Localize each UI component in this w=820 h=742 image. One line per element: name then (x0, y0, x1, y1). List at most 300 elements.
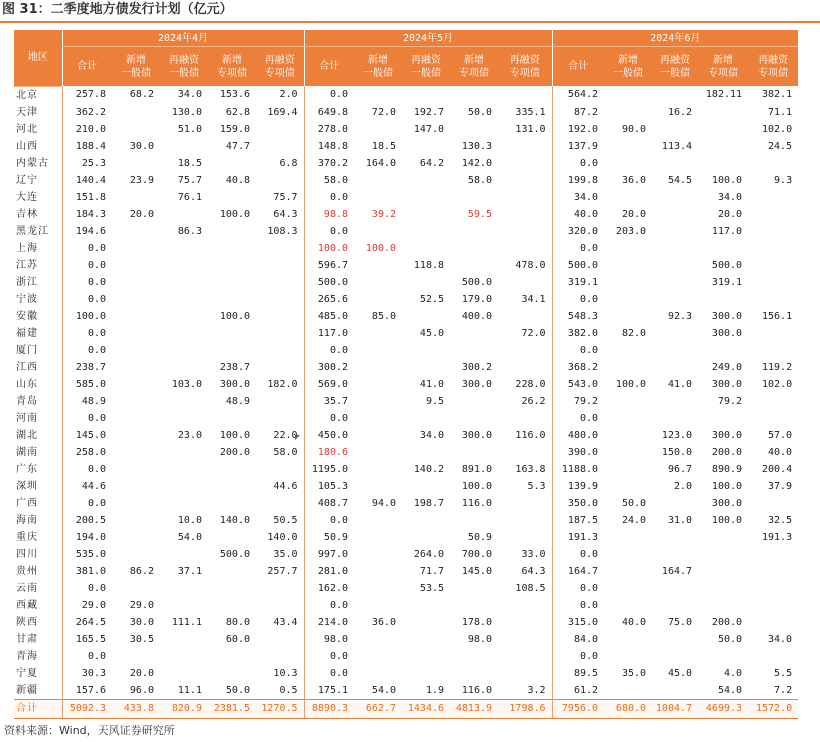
value-cell: 37.9 (768, 480, 793, 492)
value-cell: 4699.3 (698, 699, 748, 718)
value-cell (112, 529, 160, 546)
region-name: 湖北 (16, 429, 38, 441)
value-cell (256, 121, 304, 138)
value-cell: 1195.0 (304, 461, 354, 478)
value-cell: 200.4 (761, 463, 793, 475)
value-cell (450, 257, 498, 274)
value-cell: 34.0 (717, 191, 743, 203)
value-cell: 116.0 (515, 429, 546, 441)
value-cell (604, 257, 652, 274)
column-header: 新增 一般债 (604, 47, 652, 87)
value-cell: 44.6 (62, 478, 112, 495)
value-cell (354, 410, 402, 427)
value-cell (112, 461, 160, 478)
value-cell: 22.0 (273, 429, 298, 441)
value-cell: 0.0 (62, 580, 112, 597)
value-cell: 0.0 (304, 648, 354, 665)
value-cell: 47.7 (225, 140, 250, 152)
value-cell (354, 444, 402, 461)
table-row (14, 86, 798, 104)
value-cell (450, 223, 498, 240)
value-cell: 75.7 (273, 191, 298, 203)
value-cell (604, 308, 652, 325)
value-cell (652, 86, 698, 104)
column-header: 再融资 一般债 (652, 47, 698, 87)
value-cell (698, 121, 748, 138)
value-cell (450, 410, 498, 427)
value-cell: 33.0 (521, 548, 546, 560)
value-cell (112, 155, 160, 172)
value-cell: 478.0 (515, 259, 546, 271)
value-cell: 192.0 (552, 121, 604, 138)
value-cell (256, 274, 304, 291)
value-cell (208, 495, 256, 512)
value-cell (112, 410, 160, 427)
value-cell (256, 410, 304, 427)
value-cell: 200.0 (219, 446, 250, 458)
value-cell (652, 342, 698, 359)
value-cell: 76.1 (177, 191, 202, 203)
value-cell: 264.5 (62, 614, 112, 631)
value-cell: 585.0 (62, 376, 112, 393)
value-cell: 700.0 (461, 548, 493, 560)
value-cell: 200.0 (711, 616, 743, 628)
table-row (14, 631, 798, 648)
value-cell: 164.0 (365, 157, 397, 169)
table-row (14, 223, 798, 240)
region-name: 山西 (16, 140, 38, 152)
value-cell: 100.0 (711, 480, 743, 492)
value-cell (112, 427, 160, 444)
value-cell (698, 546, 748, 563)
column-header: 再融资 一般债 (160, 47, 208, 87)
value-cell (450, 342, 498, 359)
value-cell (354, 359, 402, 376)
value-cell: 0.0 (552, 580, 604, 597)
value-cell: 1270.5 (256, 699, 304, 718)
value-cell: 1.9 (425, 684, 445, 696)
value-cell (402, 648, 450, 665)
value-cell: 24.5 (768, 140, 793, 152)
value-cell (402, 138, 450, 155)
value-cell: 85.0 (371, 310, 397, 322)
value-cell (748, 597, 798, 614)
value-cell (748, 614, 798, 631)
value-cell (402, 274, 450, 291)
value-cell: 35.0 (621, 667, 647, 679)
value-cell (256, 291, 304, 308)
value-cell: 362.2 (62, 104, 112, 121)
value-cell: 0.0 (62, 648, 112, 665)
value-cell: 500.0 (461, 276, 493, 288)
value-cell: 238.7 (219, 361, 250, 373)
value-cell: 51.0 (177, 123, 202, 135)
value-cell (402, 444, 450, 461)
value-cell: 200.0 (711, 446, 743, 458)
value-cell: 123.0 (661, 429, 693, 441)
value-cell: 184.3 (62, 206, 112, 223)
value-cell (354, 546, 402, 563)
value-cell (354, 631, 402, 648)
value-cell: 82.0 (621, 327, 647, 339)
value-cell (748, 240, 798, 257)
value-cell (402, 512, 450, 529)
value-cell: 0.0 (304, 512, 354, 529)
value-cell: 20.0 (717, 208, 743, 220)
value-cell: 86.2 (129, 565, 154, 577)
value-cell: 100.0 (219, 310, 250, 322)
value-cell (498, 614, 552, 631)
region-name: 浙江 (16, 276, 38, 288)
column-header: 再融资 专项债 (498, 47, 552, 87)
value-cell: 2.0 (279, 89, 298, 101)
value-cell: 50.0 (467, 106, 493, 118)
value-cell: 59.5 (467, 208, 493, 220)
value-cell: 335.1 (515, 106, 546, 118)
value-cell: 26.2 (521, 395, 546, 407)
value-cell: 5.5 (774, 667, 793, 679)
value-cell (354, 427, 402, 444)
value-cell (402, 614, 450, 631)
column-header: 新增 专项债 (450, 47, 498, 87)
month-header-may: 2024年5月 (304, 30, 552, 47)
region-name: 重庆 (16, 531, 38, 543)
region-name: 宁波 (16, 293, 38, 305)
value-cell: 0.0 (62, 257, 112, 274)
value-cell: 86.3 (177, 225, 202, 237)
table-row (14, 257, 798, 274)
value-cell: 71.1 (768, 106, 793, 118)
region-name: 湖南 (16, 446, 38, 458)
value-cell (604, 291, 652, 308)
value-cell (256, 172, 304, 189)
value-cell: 179.0 (461, 293, 493, 305)
value-cell (354, 189, 402, 206)
value-cell: 1188.0 (552, 461, 604, 478)
value-cell (160, 342, 208, 359)
value-cell (604, 240, 652, 257)
value-cell: 191.3 (552, 529, 604, 546)
value-cell (604, 189, 652, 206)
value-cell: 90.0 (621, 123, 647, 135)
value-cell (748, 563, 798, 580)
figure-title: 图 31：二季度地方债发行计划（亿元） (2, 2, 233, 17)
title-underline (0, 21, 820, 23)
value-cell: 0.0 (304, 410, 354, 427)
value-cell (748, 274, 798, 291)
value-cell (498, 172, 552, 189)
value-cell: 150.0 (661, 446, 693, 458)
value-cell: 84.0 (552, 631, 604, 648)
value-cell (354, 393, 402, 410)
value-cell: 100.0 (615, 378, 647, 390)
value-cell (450, 189, 498, 206)
value-cell (698, 240, 748, 257)
value-cell (208, 325, 256, 342)
region-name: 深圳 (16, 480, 38, 492)
value-cell (450, 240, 498, 257)
value-cell: 89.5 (552, 665, 604, 682)
value-cell (498, 495, 552, 512)
value-cell (208, 155, 256, 172)
value-cell (652, 121, 698, 138)
value-cell (354, 648, 402, 665)
value-cell (748, 155, 798, 172)
value-cell: 41.0 (667, 378, 693, 390)
value-cell (208, 274, 256, 291)
value-cell (652, 597, 698, 614)
table-row (14, 121, 798, 138)
value-cell (604, 563, 652, 580)
value-cell: 36.0 (371, 616, 397, 628)
value-cell: 0.0 (62, 291, 112, 308)
value-cell (652, 631, 698, 648)
value-cell: 34.1 (521, 293, 546, 305)
value-cell: 32.5 (768, 514, 793, 526)
value-cell: 57.0 (768, 429, 793, 441)
table-row (14, 325, 798, 342)
value-cell: 4.0 (723, 667, 743, 679)
month-header-june: 2024年6月 (552, 30, 798, 47)
value-cell (498, 648, 552, 665)
value-cell (208, 478, 256, 495)
table-row (14, 155, 798, 172)
table-row (14, 580, 798, 597)
value-cell: 382.1 (761, 89, 793, 101)
table-row (14, 563, 798, 580)
region-name: 贵州 (16, 565, 38, 577)
value-cell: 58.0 (467, 174, 493, 186)
value-cell: 58.0 (273, 446, 298, 458)
value-cell (450, 121, 498, 138)
value-cell (698, 580, 748, 597)
value-cell: 39.2 (371, 208, 397, 220)
region-name: 黑龙江 (16, 225, 49, 237)
value-cell (112, 291, 160, 308)
value-cell (160, 359, 208, 376)
value-cell: 9.3 (774, 174, 793, 186)
value-cell: 40.0 (621, 616, 647, 628)
value-cell: 7.2 (774, 684, 793, 696)
table-row (14, 427, 798, 444)
value-cell (402, 631, 450, 648)
value-cell (160, 308, 208, 325)
value-cell (160, 546, 208, 563)
value-cell: 50.0 (225, 684, 250, 696)
value-cell: 320.0 (552, 223, 604, 240)
value-cell (160, 597, 208, 614)
value-cell (748, 257, 798, 274)
table-row (14, 104, 798, 121)
region-name: 大连 (16, 191, 38, 203)
value-cell (402, 240, 450, 257)
value-cell: 182.11 (705, 89, 743, 101)
value-cell (604, 580, 652, 597)
value-cell: 18.5 (177, 157, 202, 169)
value-cell (604, 393, 652, 410)
value-cell (652, 359, 698, 376)
value-cell (160, 478, 208, 495)
region-name: 广东 (16, 463, 38, 475)
value-cell: 485.0 (304, 308, 354, 325)
value-cell (208, 665, 256, 682)
value-cell: 30.5 (129, 633, 154, 645)
value-cell (112, 512, 160, 529)
value-cell: 997.0 (304, 546, 354, 563)
value-cell: 1434.6 (402, 699, 450, 718)
value-cell: 58.0 (304, 172, 354, 189)
table-row (14, 648, 798, 665)
value-cell: 94.0 (371, 497, 397, 509)
value-cell (112, 495, 160, 512)
value-cell: 10.0 (177, 514, 202, 526)
value-cell: 54.0 (177, 531, 202, 543)
value-cell: 175.1 (304, 682, 354, 700)
region-name: 海南 (16, 514, 38, 526)
value-cell: 4813.9 (450, 699, 498, 718)
value-cell (498, 529, 552, 546)
value-cell: 29.0 (129, 599, 154, 611)
value-cell: 36.0 (621, 174, 647, 186)
value-cell (208, 529, 256, 546)
value-cell: 75.0 (667, 616, 693, 628)
table-row (14, 308, 798, 325)
value-cell: 0.0 (552, 410, 604, 427)
value-cell (604, 444, 652, 461)
value-cell (652, 546, 698, 563)
value-cell (498, 308, 552, 325)
total-row (14, 699, 798, 718)
source-note: 资料来源：Wind，天风证券研究所 (4, 724, 175, 737)
value-cell: 300.0 (711, 429, 743, 441)
region-name: 青岛 (16, 395, 38, 407)
value-cell: 564.2 (552, 86, 604, 104)
value-cell: 300.0 (711, 378, 743, 390)
value-cell (354, 461, 402, 478)
value-cell: 113.4 (661, 140, 693, 152)
value-cell (498, 631, 552, 648)
value-cell: 75.7 (177, 174, 202, 186)
value-cell: 0.0 (304, 665, 354, 682)
value-cell: 0.0 (62, 495, 112, 512)
value-cell (748, 648, 798, 665)
value-cell (652, 580, 698, 597)
value-cell (652, 648, 698, 665)
value-cell: 131.0 (515, 123, 546, 135)
value-cell: 300.0 (711, 497, 743, 509)
value-cell (498, 206, 552, 223)
value-cell (256, 580, 304, 597)
value-cell: 72.0 (371, 106, 397, 118)
value-cell (450, 325, 498, 342)
value-cell: 199.8 (552, 172, 604, 189)
value-cell (256, 308, 304, 325)
value-cell (450, 512, 498, 529)
value-cell: 98.0 (304, 631, 354, 648)
value-cell: 400.0 (461, 310, 493, 322)
value-cell: 40.0 (768, 446, 793, 458)
value-cell (208, 461, 256, 478)
value-cell (652, 682, 698, 700)
value-cell (402, 342, 450, 359)
region-name: 青海 (16, 650, 38, 662)
value-cell: 11.1 (177, 684, 202, 696)
region-name: 辽宁 (16, 174, 38, 186)
value-cell (748, 410, 798, 427)
value-cell (256, 631, 304, 648)
value-cell: 100.0 (219, 208, 250, 220)
value-cell (604, 86, 652, 104)
value-cell: 300.0 (219, 378, 250, 390)
value-cell: 680.0 (604, 699, 652, 718)
column-header: 再融资 专项债 (256, 47, 304, 87)
table-row (14, 189, 798, 206)
value-cell (112, 325, 160, 342)
value-cell: 48.9 (225, 395, 250, 407)
value-cell: 0.0 (552, 648, 604, 665)
value-cell (498, 410, 552, 427)
value-cell: 300.0 (711, 310, 743, 322)
value-cell: 1798.6 (498, 699, 552, 718)
value-cell (160, 274, 208, 291)
value-cell (160, 648, 208, 665)
table-row (14, 512, 798, 529)
table-row (14, 665, 798, 682)
value-cell (652, 155, 698, 172)
value-cell (256, 257, 304, 274)
value-cell: 0.0 (62, 461, 112, 478)
value-cell: 130.0 (171, 106, 202, 118)
table-row (14, 342, 798, 359)
value-cell: 319.1 (711, 276, 743, 288)
region-name: 宁夏 (16, 667, 38, 679)
value-cell: 61.2 (552, 682, 604, 700)
value-cell (604, 648, 652, 665)
value-cell: 188.4 (62, 138, 112, 155)
value-cell (498, 138, 552, 155)
value-cell: 31.0 (667, 514, 693, 526)
value-cell (112, 359, 160, 376)
value-cell (698, 291, 748, 308)
value-cell (450, 393, 498, 410)
region-name: 甘肃 (16, 633, 38, 645)
value-cell: 264.0 (413, 548, 445, 560)
value-cell: 0.0 (552, 342, 604, 359)
value-cell: 148.8 (304, 138, 354, 155)
value-cell (402, 308, 450, 325)
value-cell: 108.5 (515, 582, 546, 594)
value-cell: 9.5 (425, 395, 445, 407)
value-cell (652, 274, 698, 291)
value-cell (698, 138, 748, 155)
value-cell: 130.3 (461, 140, 493, 152)
value-cell: 0.0 (552, 546, 604, 563)
value-cell (160, 461, 208, 478)
value-cell (256, 240, 304, 257)
table-row (14, 444, 798, 461)
value-cell (652, 529, 698, 546)
value-cell: 117.0 (304, 325, 354, 342)
value-cell: 0.0 (304, 189, 354, 206)
table-row (14, 376, 798, 393)
value-cell: 300.2 (304, 359, 354, 376)
value-cell (748, 342, 798, 359)
value-cell: 480.0 (552, 427, 604, 444)
value-cell (160, 138, 208, 155)
value-cell: 194.0 (62, 529, 112, 546)
value-cell (208, 563, 256, 580)
value-cell: 257.8 (62, 86, 112, 104)
